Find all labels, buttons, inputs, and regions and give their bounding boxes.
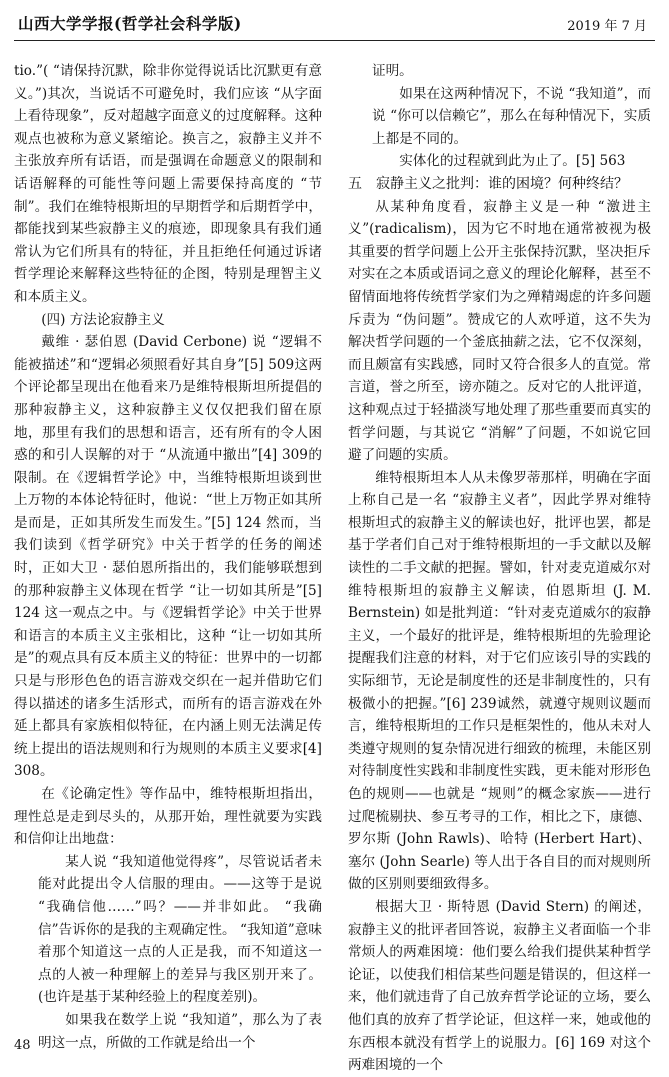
- page-header: [14, 6, 655, 41]
- block-quote: [38, 851, 322, 1054]
- section-heading: 五 寂静主义之批判：谁的困境？何种终结？: [348, 175, 628, 192]
- quote-paragraph: 如果在这两种情况下，不说 “我知道”，而说 “你可以信赖它”，那么在每种情况下，实质上都是不同的。: [372, 85, 651, 147]
- journal-title: 山西大学学报(哲学社会科学版): [18, 14, 242, 33]
- issue-date: 2019 年 7 月: [567, 19, 647, 34]
- page-number: 48: [14, 1038, 31, 1053]
- paragraph: tio.”( “请保持沉默，除非你觉得说话比沉默更有意义。”)其次，当说话不可避免时，我们应该 “从字面上看待现象”，反对超越字面意义的过度解释。这种观点也被称为意义紧缩论。换言之，寂静主义并不主张放弃所有话语，而是强调在命题意义的限制和话语解释的可能性等问题上需要保持高度的 “节制”。我们在维特根斯坦的早期哲学和后期哲学中，都能找到某些寂静主义的痕迹，即现象具有我们通常认为它们所具有的特征，并且拒绝任何通过诉诸哲学理论来解释这些特征的企图，特别是理智主义和本质主义。: [14, 63, 322, 305]
- quote-paragraph: 实体化的过程就到此为止了。[5] 563: [399, 153, 626, 170]
- paragraph: 根据大卫 · 斯特恩 (David Stern) 的阐述，寂静主义的批评者回答说，寂静主义者面临一个非常烦人的两难困境：他们要么给我们提供某种哲学论证，以使我们相信某些问题是错误的，但这样一来，他们就违背了自己放弃哲学论证的立场，要么他们真的放弃了哲学论证，但这样一来，她或他的东西根本就没有哲学上的说服力。[6] 169 对这个两难困境的一个: [348, 898, 651, 1074]
- paragraph: 维特根斯坦本人从未像罗蒂那样，明确在字面上称自己是一名 “寂静主义者”，因此学界对维特根斯坦式的寂静主义的解读也好，批评也罢，都是基于学者们自己对于维特根斯坦的一手文献以及解读性的二手文献的把握。譬如，针对麦克道威尔对维特根斯坦的寂静主义解读，伯恩斯坦 (J. M. Bernstein) 如是批判道：“针对麦克道威尔的寂静主义，一个最好的批评是，维特根斯坦的先验理论提醒我们注意的材料，对于它们应该引导的实践的实际细节，无论是制度性的还是非制度性的，只有极微小的把握。”[6] 239诚然，就遵守规则议题而言，维特根斯坦的工作只是框架性的，他从未对人类遵守规则的复杂情况进行细致的梳理，未能区别对待制度性实践和非制度性实践，更未能对形形色色的规则——也就是 “规则”的概念家族——进行过爬梳剔抉、参互考寻的工作，相比之下，康德、罗尔斯 (John Rawls)、哈特 (Herbert Hart)、塞尔 (John Searle) 等人出于各自目的而对规则所做的区别则要细致得多。: [348, 469, 651, 893]
- paragraph: 戴维 · 瑟伯恩 (David Cerbone) 说 “逻辑不能被描述”和“逻辑必须照看好其自身”[5] 509这两个评论都呈现出在他看来乃是维特根斯坦所提倡的那种寂静主义，这种寂静主义仅仅把我们留在原地，那里有我们的思想和语言，还有所有的令人困惑的和引人误解的对于 “从流通中撤出”[4] 309的限制。在《逻辑哲学论》中，当维特根斯坦谈到世上万物的本体论特征时，他说：“世上万物正如其所是而是，正如其所发生而发生。”[5] 124 然而，当我们读到《哲学研究》中关于哲学的任务的阐述时，正如大卫 · 瑟伯恩所指出的，我们能够联想到的那种寂静主义体现在哲学 “让一切如其所是”[5] 124 这一观点之中。与《逻辑哲学论》中关于世界和语言的本质主义主张相比，这种 “让一切如其所是”的观点具有反本质主义的特征：世界中的一切都只是与形形色色的语言游戏交织在一起并借助它们得以描述的诸多生活形式，而所有的语言游戏在外延上都具有家族相似特征，在内涵上则无法满足传统上提出的语法规则和行为规则的本质主义要求[4] 308。: [14, 334, 322, 780]
- quote-paragraph: 证明。: [372, 63, 413, 79]
- right-column: [348, 60, 651, 1077]
- block-quote: [372, 60, 651, 173]
- paragraph: 从某种角度看，寂静主义是一种 “激进主义”(radicalism)，因为它不时地在通常被视为极其重要的哲学问题上公开主张保持沉默，坚决拒斥对实在之本质或语词之意义的理论化解释，甚至不留情面地将传统哲学家们为之殚精竭虑的许多问题斥责为 “伪问题”。赞成它的人欢呼道，这不失为解决哲学问题的一个釜底抽薪之法，它不仅深刻，而且颇富有实践感，同时又符合很多人的直觉。常言道，誉之所至，谤亦随之。反对它的人批评道，这种观点过于轻描淡写地处理了那些重要而真实的哲学问题，与其说它 “消解”了问题，不如说它回避了问题的实质。: [348, 198, 651, 464]
- quote-paragraph: 某人说 “我知道他觉得疼”，尽管说话者未能对此提出令人信服的理由。——这等于是说 “我确信他……”吗？——并非如此。 “我确信”告诉你的是我的主观确定性。 “我知道”意味着那个知道这一点的人正是我，而不知道这一点的人被一种理解上的差异与我区别开来了。(也许是基于某种经验上的程度差别)。: [38, 853, 322, 1006]
- left-column: [14, 60, 322, 1054]
- quote-paragraph: 如果我在数学上说 “我知道”，那么为了表明这一点，所做的工作就是给出一个: [38, 1011, 322, 1051]
- section-heading: (四) 方法论寂静主义: [41, 311, 165, 328]
- paragraph: 在《论确定性》等作品中，维特根斯坦指出，理性总是走到尽头的，从那开始，理性就要为实践和信仰让出地盘：: [14, 786, 322, 848]
